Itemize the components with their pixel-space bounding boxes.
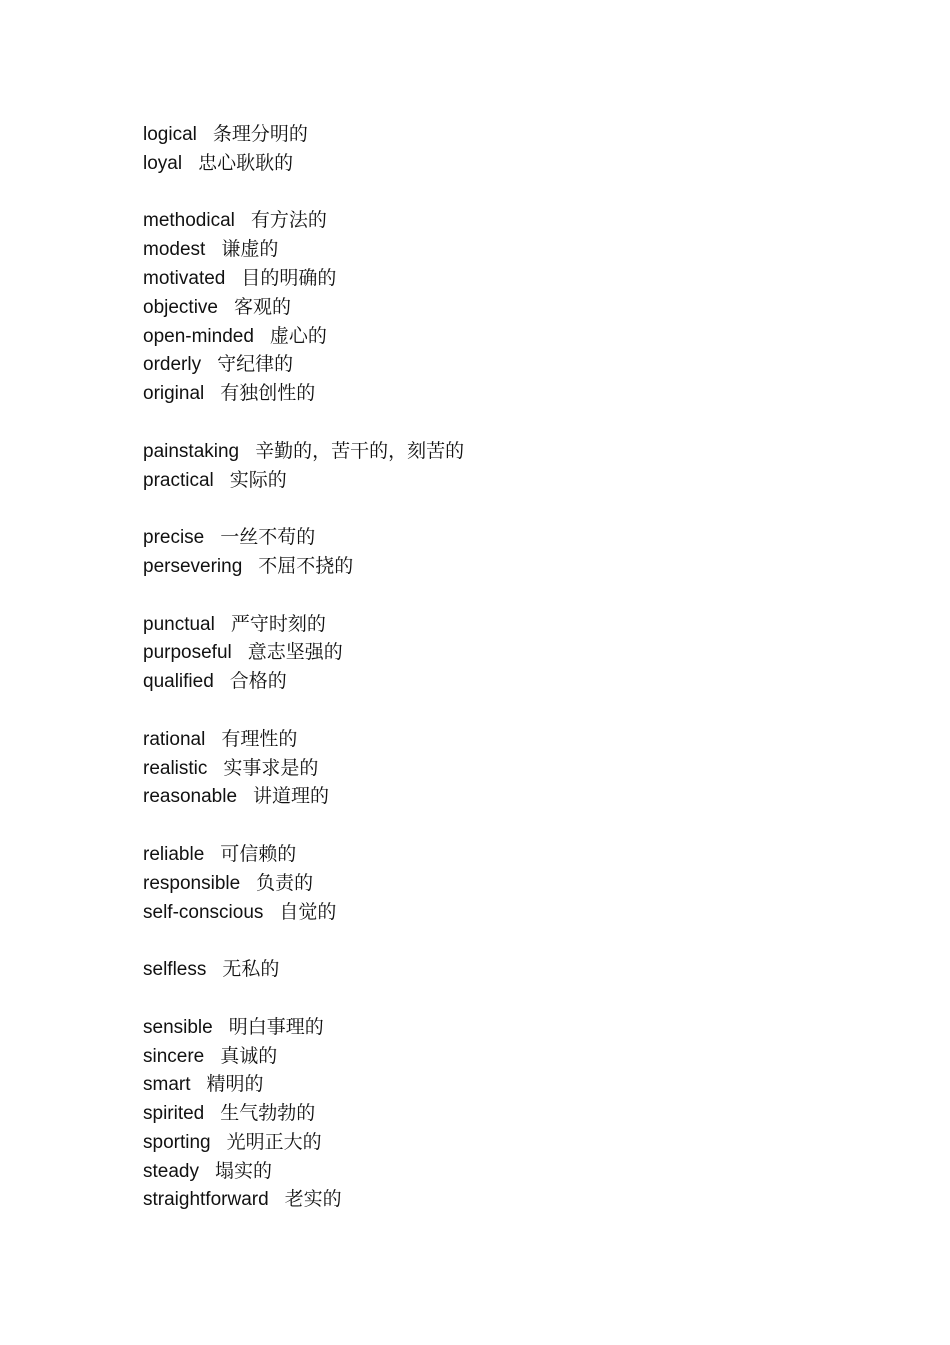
english-word: steady: [143, 1160, 199, 1182]
vocab-entry: [143, 1157, 903, 1186]
chinese-meaning: 谦虚的: [221, 238, 279, 261]
english-word: purposeful: [143, 642, 232, 664]
vocab-entry: [143, 869, 903, 898]
group-spacer: [143, 581, 903, 610]
english-word: logical: [143, 124, 197, 145]
vocab-entry: [143, 264, 903, 293]
english-word: reliable: [143, 843, 205, 865]
english-word: sporting: [143, 1131, 211, 1153]
vocab-entry: [143, 206, 903, 235]
group-spacer: [143, 178, 903, 207]
chinese-meaning: 有理性的: [221, 727, 298, 750]
group-spacer: [143, 984, 903, 1013]
chinese-meaning: 忠心耿耿的: [198, 151, 294, 174]
chinese-meaning: 守纪律的: [217, 353, 294, 376]
english-word: modest: [143, 239, 206, 261]
vocab-entry: [143, 638, 903, 667]
chinese-meaning: 光明正大的: [226, 1130, 322, 1153]
chinese-meaning: 真诚的: [220, 1044, 278, 1067]
english-word: original: [143, 383, 205, 405]
english-word: loyal: [143, 152, 183, 174]
english-word: objective: [143, 296, 218, 318]
group-spacer: [143, 696, 903, 725]
english-word: motivated: [143, 267, 226, 289]
chinese-meaning: 虚心的: [269, 324, 327, 347]
vocab-entry: [143, 1128, 903, 1157]
chinese-meaning: 意志坚强的: [247, 641, 343, 664]
english-word: responsible: [143, 872, 241, 894]
vocab-entry: [143, 120, 903, 149]
english-word: self-conscious: [143, 901, 264, 923]
vocab-entry: [143, 293, 903, 322]
vocab-entry: [143, 1185, 903, 1214]
english-word: orderly: [143, 354, 202, 376]
english-word: sincere: [143, 1045, 205, 1067]
chinese-meaning: 负责的: [256, 871, 314, 894]
chinese-meaning: 一丝不苟的: [220, 526, 316, 549]
chinese-meaning: 可信赖的: [220, 842, 297, 865]
chinese-meaning: 无私的: [222, 958, 280, 981]
english-word: spirited: [143, 1103, 205, 1125]
english-word: methodical: [143, 210, 235, 232]
vocab-entry: [143, 322, 903, 351]
english-word: rational: [143, 728, 206, 750]
vocab-entry: [143, 754, 903, 783]
chinese-meaning: 严守时刻的: [230, 612, 326, 635]
chinese-meaning: 自觉的: [279, 900, 337, 923]
vocabulary-list: [143, 120, 903, 1214]
english-word: precise: [143, 527, 205, 549]
vocab-entry: [143, 350, 903, 379]
english-word: practical: [143, 469, 214, 491]
chinese-meaning: 条理分明的: [212, 123, 308, 145]
group-spacer: [143, 408, 903, 437]
chinese-meaning: 生气勃勃的: [220, 1102, 316, 1125]
vocab-entry: [143, 1042, 903, 1071]
chinese-meaning: 有方法的: [250, 209, 327, 232]
chinese-meaning: 合格的: [229, 670, 287, 693]
vocab-entry: [143, 610, 903, 639]
vocab-entry: [143, 955, 903, 984]
chinese-meaning: 不屈不挠的: [258, 554, 354, 577]
chinese-meaning: 塌实的: [214, 1159, 272, 1182]
vocab-entry: [143, 725, 903, 754]
english-word: punctual: [143, 613, 215, 635]
chinese-meaning: 有独创性的: [220, 382, 316, 405]
chinese-meaning: 客观的: [234, 295, 292, 318]
vocab-entry: [143, 840, 903, 869]
vocab-entry: [143, 466, 903, 495]
group-spacer: [143, 494, 903, 523]
group-spacer: [143, 811, 903, 840]
vocab-entry: [143, 552, 903, 581]
vocab-entry: [143, 523, 903, 552]
english-word: sensible: [143, 1016, 213, 1038]
chinese-meaning: 实际的: [229, 468, 287, 491]
english-word: open-minded: [143, 325, 254, 347]
vocab-entry: [143, 1070, 903, 1099]
chinese-meaning: 实事求是的: [223, 756, 319, 779]
vocab-entry: [143, 379, 903, 408]
chinese-meaning: 辛勤的，苦干的，刻苦的: [255, 439, 465, 462]
vocab-entry: [143, 898, 903, 927]
vocab-entry: [143, 437, 903, 466]
vocab-entry: [143, 235, 903, 264]
english-word: qualified: [143, 671, 214, 693]
english-word: straightforward: [143, 1189, 269, 1211]
vocab-entry: [143, 149, 903, 178]
english-word: selfless: [143, 959, 207, 981]
chinese-meaning: 目的明确的: [241, 266, 337, 289]
group-spacer: [143, 926, 903, 955]
english-word: painstaking: [143, 440, 240, 462]
vocab-entry: [143, 1013, 903, 1042]
vocab-entry: [143, 667, 903, 696]
chinese-meaning: 讲道理的: [253, 785, 330, 808]
chinese-meaning: 精明的: [206, 1073, 264, 1096]
vocab-entry: [143, 782, 903, 811]
vocab-entry: [143, 1099, 903, 1128]
chinese-meaning: 明白事理的: [228, 1015, 324, 1038]
english-word: realistic: [143, 757, 208, 779]
english-word: persevering: [143, 555, 243, 577]
chinese-meaning: 老实的: [284, 1188, 342, 1211]
english-word: smart: [143, 1074, 191, 1096]
english-word: reasonable: [143, 786, 238, 808]
